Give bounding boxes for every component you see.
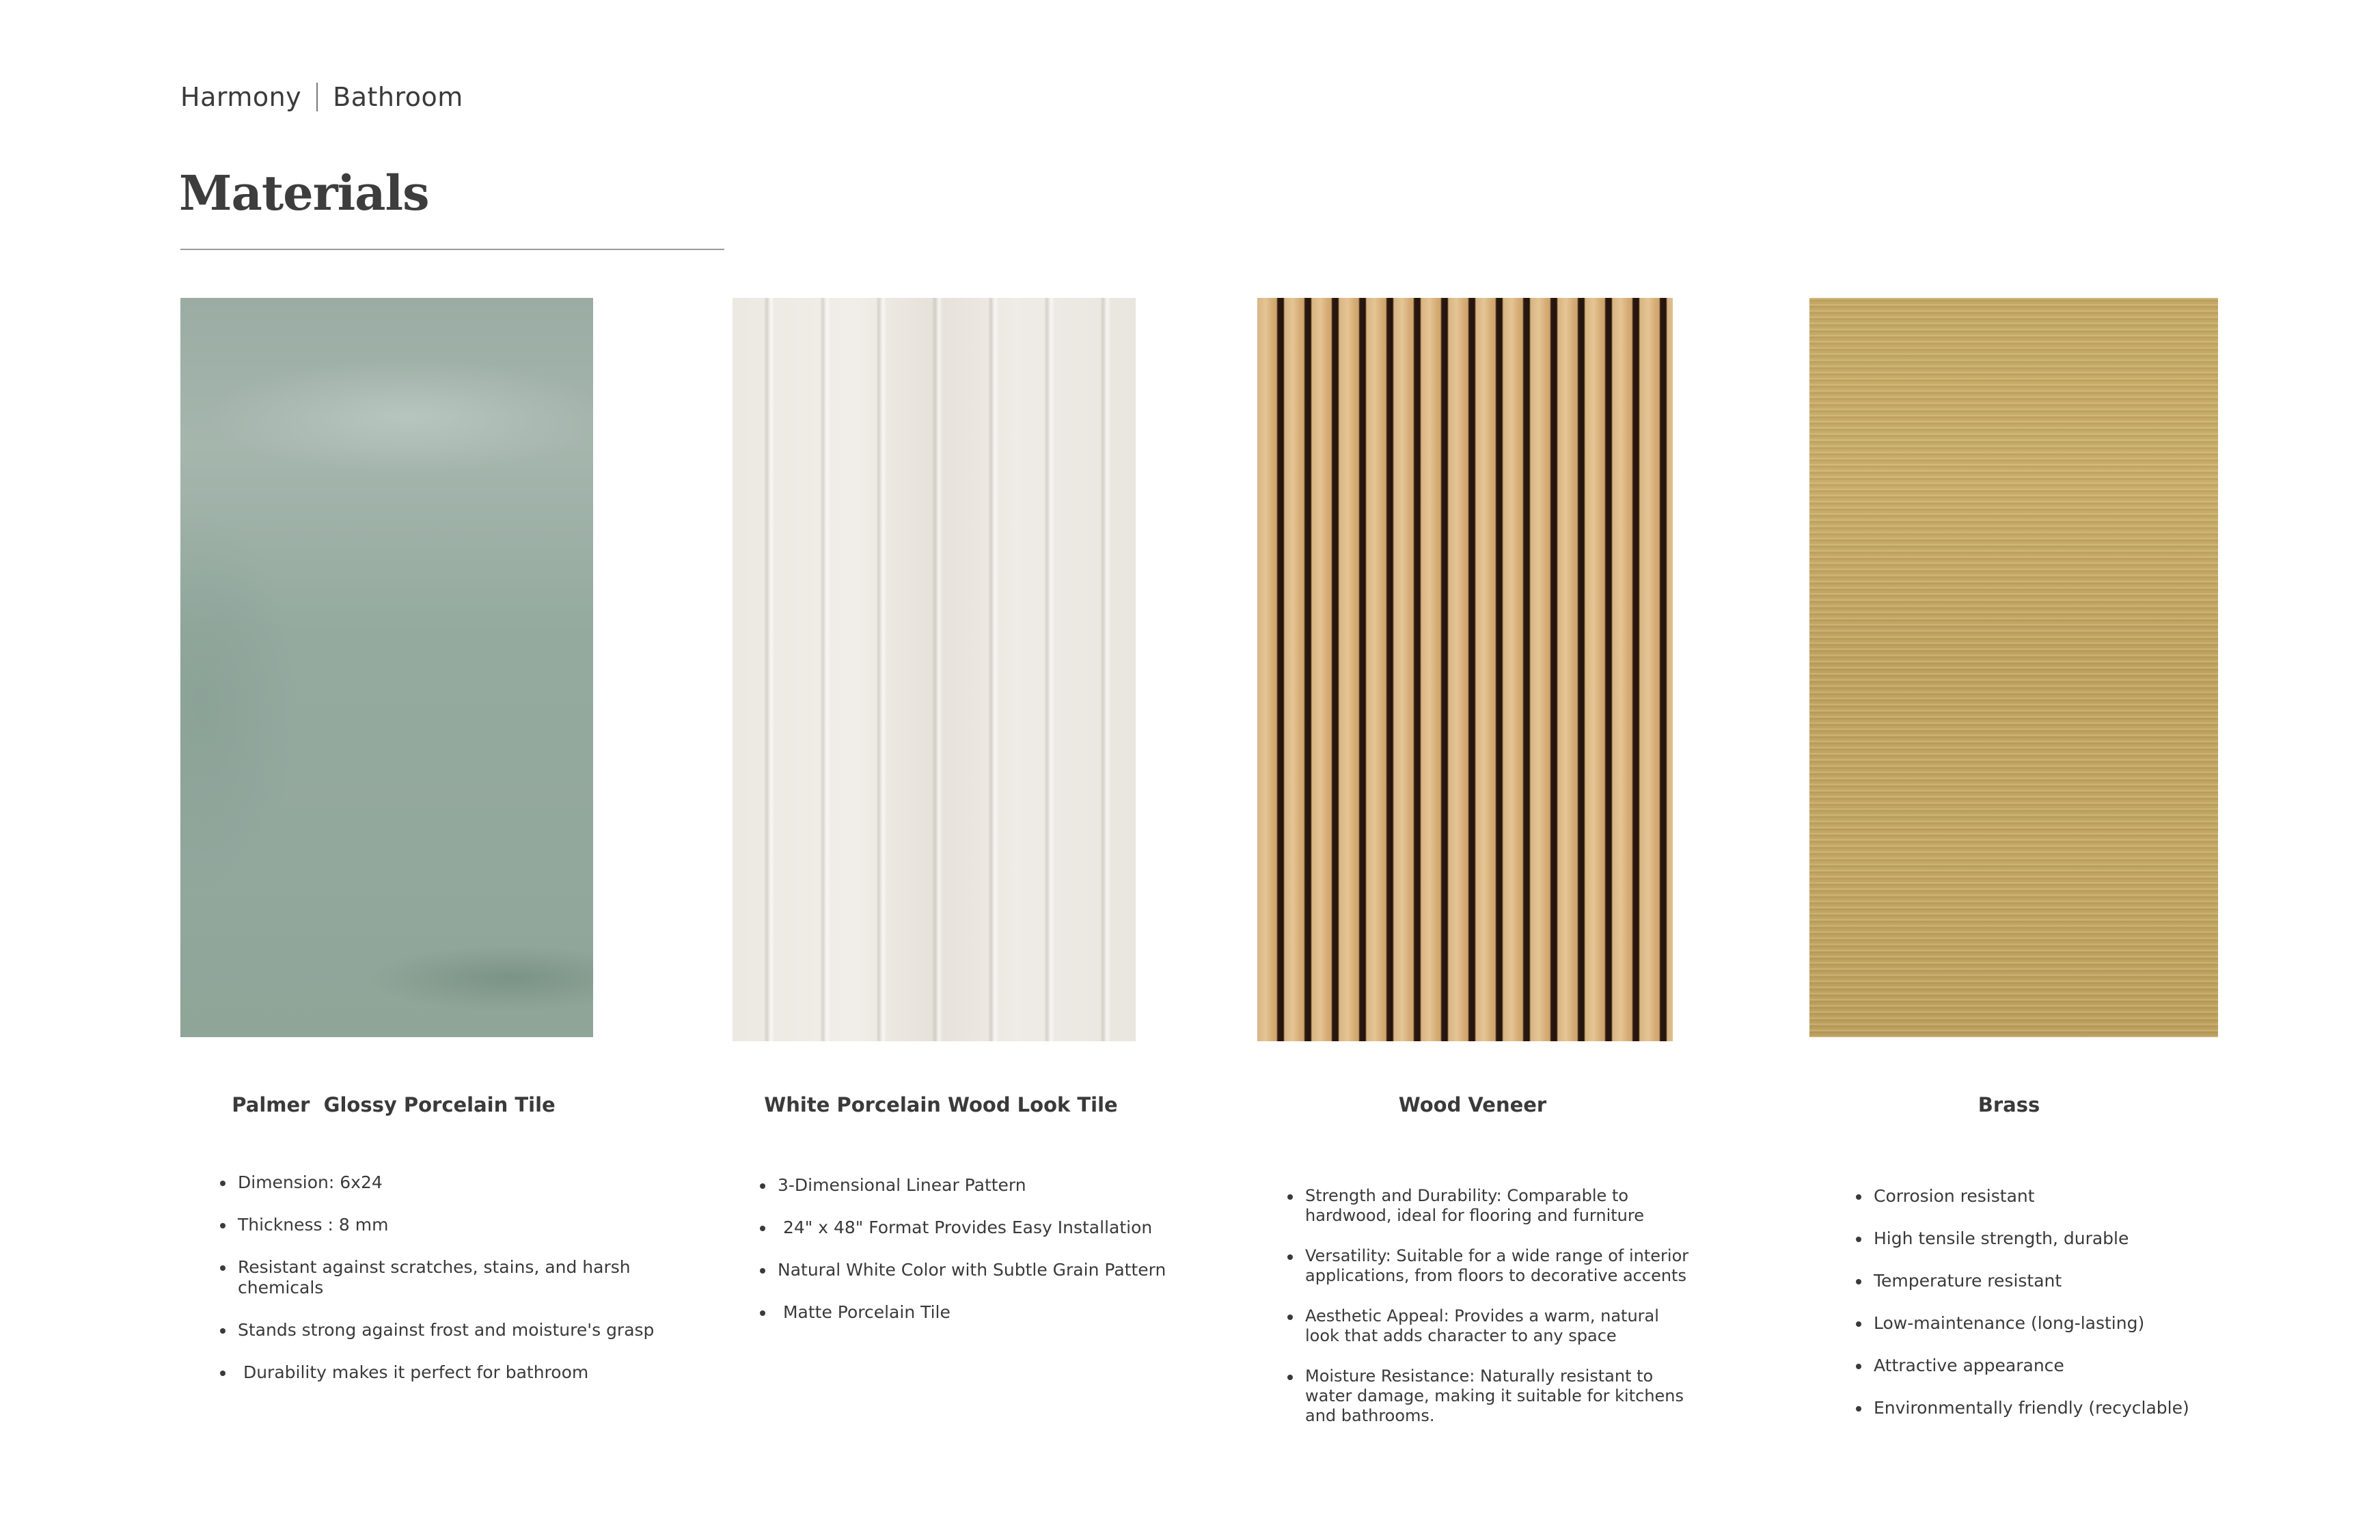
feature-item: Natural White Color with Subtle Grain Pattern xyxy=(760,1260,1238,1280)
feature-item: 24" x 48" Format Provides Easy Installation xyxy=(760,1218,1238,1238)
bullet-icon xyxy=(1287,1194,1293,1200)
bullet-icon xyxy=(1856,1279,1861,1284)
bullet-icon xyxy=(760,1310,765,1316)
bullet-icon xyxy=(220,1371,225,1376)
material-features-list xyxy=(220,1172,657,1405)
bullet-icon xyxy=(1856,1406,1861,1412)
bullet-icon xyxy=(1856,1237,1861,1242)
page-title: Materials xyxy=(179,165,429,221)
bullet-icon xyxy=(1856,1321,1861,1327)
bullet-icon xyxy=(1287,1254,1293,1260)
bullet-icon xyxy=(1287,1375,1293,1380)
feature-item: Versatility: Suitable for a wide range of interior applications, from floors to decorative accents xyxy=(1287,1246,1670,1286)
bullet-icon xyxy=(220,1181,225,1186)
feature-item: Low-maintenance (long-lasting) xyxy=(1856,1313,2280,1334)
material-swatch-sage-tile xyxy=(180,298,593,1037)
room-name: Bathroom xyxy=(333,82,463,112)
material-swatch-brass xyxy=(1809,298,2218,1037)
feature-item: Resistant against scratches, stains, and harsh chemicals xyxy=(220,1257,657,1298)
feature-item: Aesthetic Appeal: Provides a warm, natural look that adds character to any space xyxy=(1287,1306,1670,1346)
bullet-icon xyxy=(1856,1194,1861,1200)
material-features-list xyxy=(1856,1186,2280,1440)
bullet-icon xyxy=(220,1223,225,1228)
feature-item: 3-Dimensional Linear Pattern xyxy=(760,1175,1238,1196)
material-name: Palmer Glossy Porcelain Tile xyxy=(232,1093,556,1116)
feature-item: Durability makes it perfect for bathroom xyxy=(220,1362,657,1383)
bullet-icon xyxy=(1287,1315,1293,1320)
bullet-icon xyxy=(760,1268,765,1274)
title-divider xyxy=(180,249,724,250)
bullet-icon xyxy=(1856,1364,1861,1369)
feature-item: Matte Porcelain Tile xyxy=(760,1302,1238,1323)
feature-item: Moisture Resistance: Naturally resistant to water damage, making it suitable for kitchens and bathrooms. xyxy=(1287,1366,1670,1426)
breadcrumb xyxy=(180,77,463,118)
bullet-icon xyxy=(220,1328,225,1334)
feature-item: Stands strong against frost and moisture's grasp xyxy=(220,1320,657,1340)
feature-item: Thickness : 8 mm xyxy=(220,1215,657,1235)
material-features-list xyxy=(1287,1186,1689,1446)
feature-item: Corrosion resistant xyxy=(1856,1186,2280,1207)
material-features-list xyxy=(760,1175,1238,1345)
bullet-icon xyxy=(760,1226,765,1231)
material-name: Brass xyxy=(1978,1093,2040,1116)
feature-item: Environmentally friendly (recyclable) xyxy=(1856,1398,2280,1418)
feature-item: Attractive appearance xyxy=(1856,1356,2280,1376)
breadcrumb-divider xyxy=(316,83,318,111)
feature-item: High tensile strength, durable xyxy=(1856,1228,2280,1249)
bullet-icon xyxy=(760,1183,765,1189)
material-name: White Porcelain Wood Look Tile xyxy=(764,1093,1118,1116)
feature-item: Strength and Durability: Comparable to hardwood, ideal for flooring and furniture xyxy=(1287,1186,1670,1226)
material-name: Wood Veneer xyxy=(1398,1093,1547,1116)
bullet-icon xyxy=(220,1265,225,1271)
material-swatch-white-wood-tile xyxy=(733,298,1136,1041)
material-swatch-wood-veneer xyxy=(1257,298,1673,1041)
feature-item: Dimension: 6x24 xyxy=(220,1172,657,1193)
project-name: Harmony xyxy=(180,82,302,112)
feature-item: Temperature resistant xyxy=(1856,1271,2280,1291)
